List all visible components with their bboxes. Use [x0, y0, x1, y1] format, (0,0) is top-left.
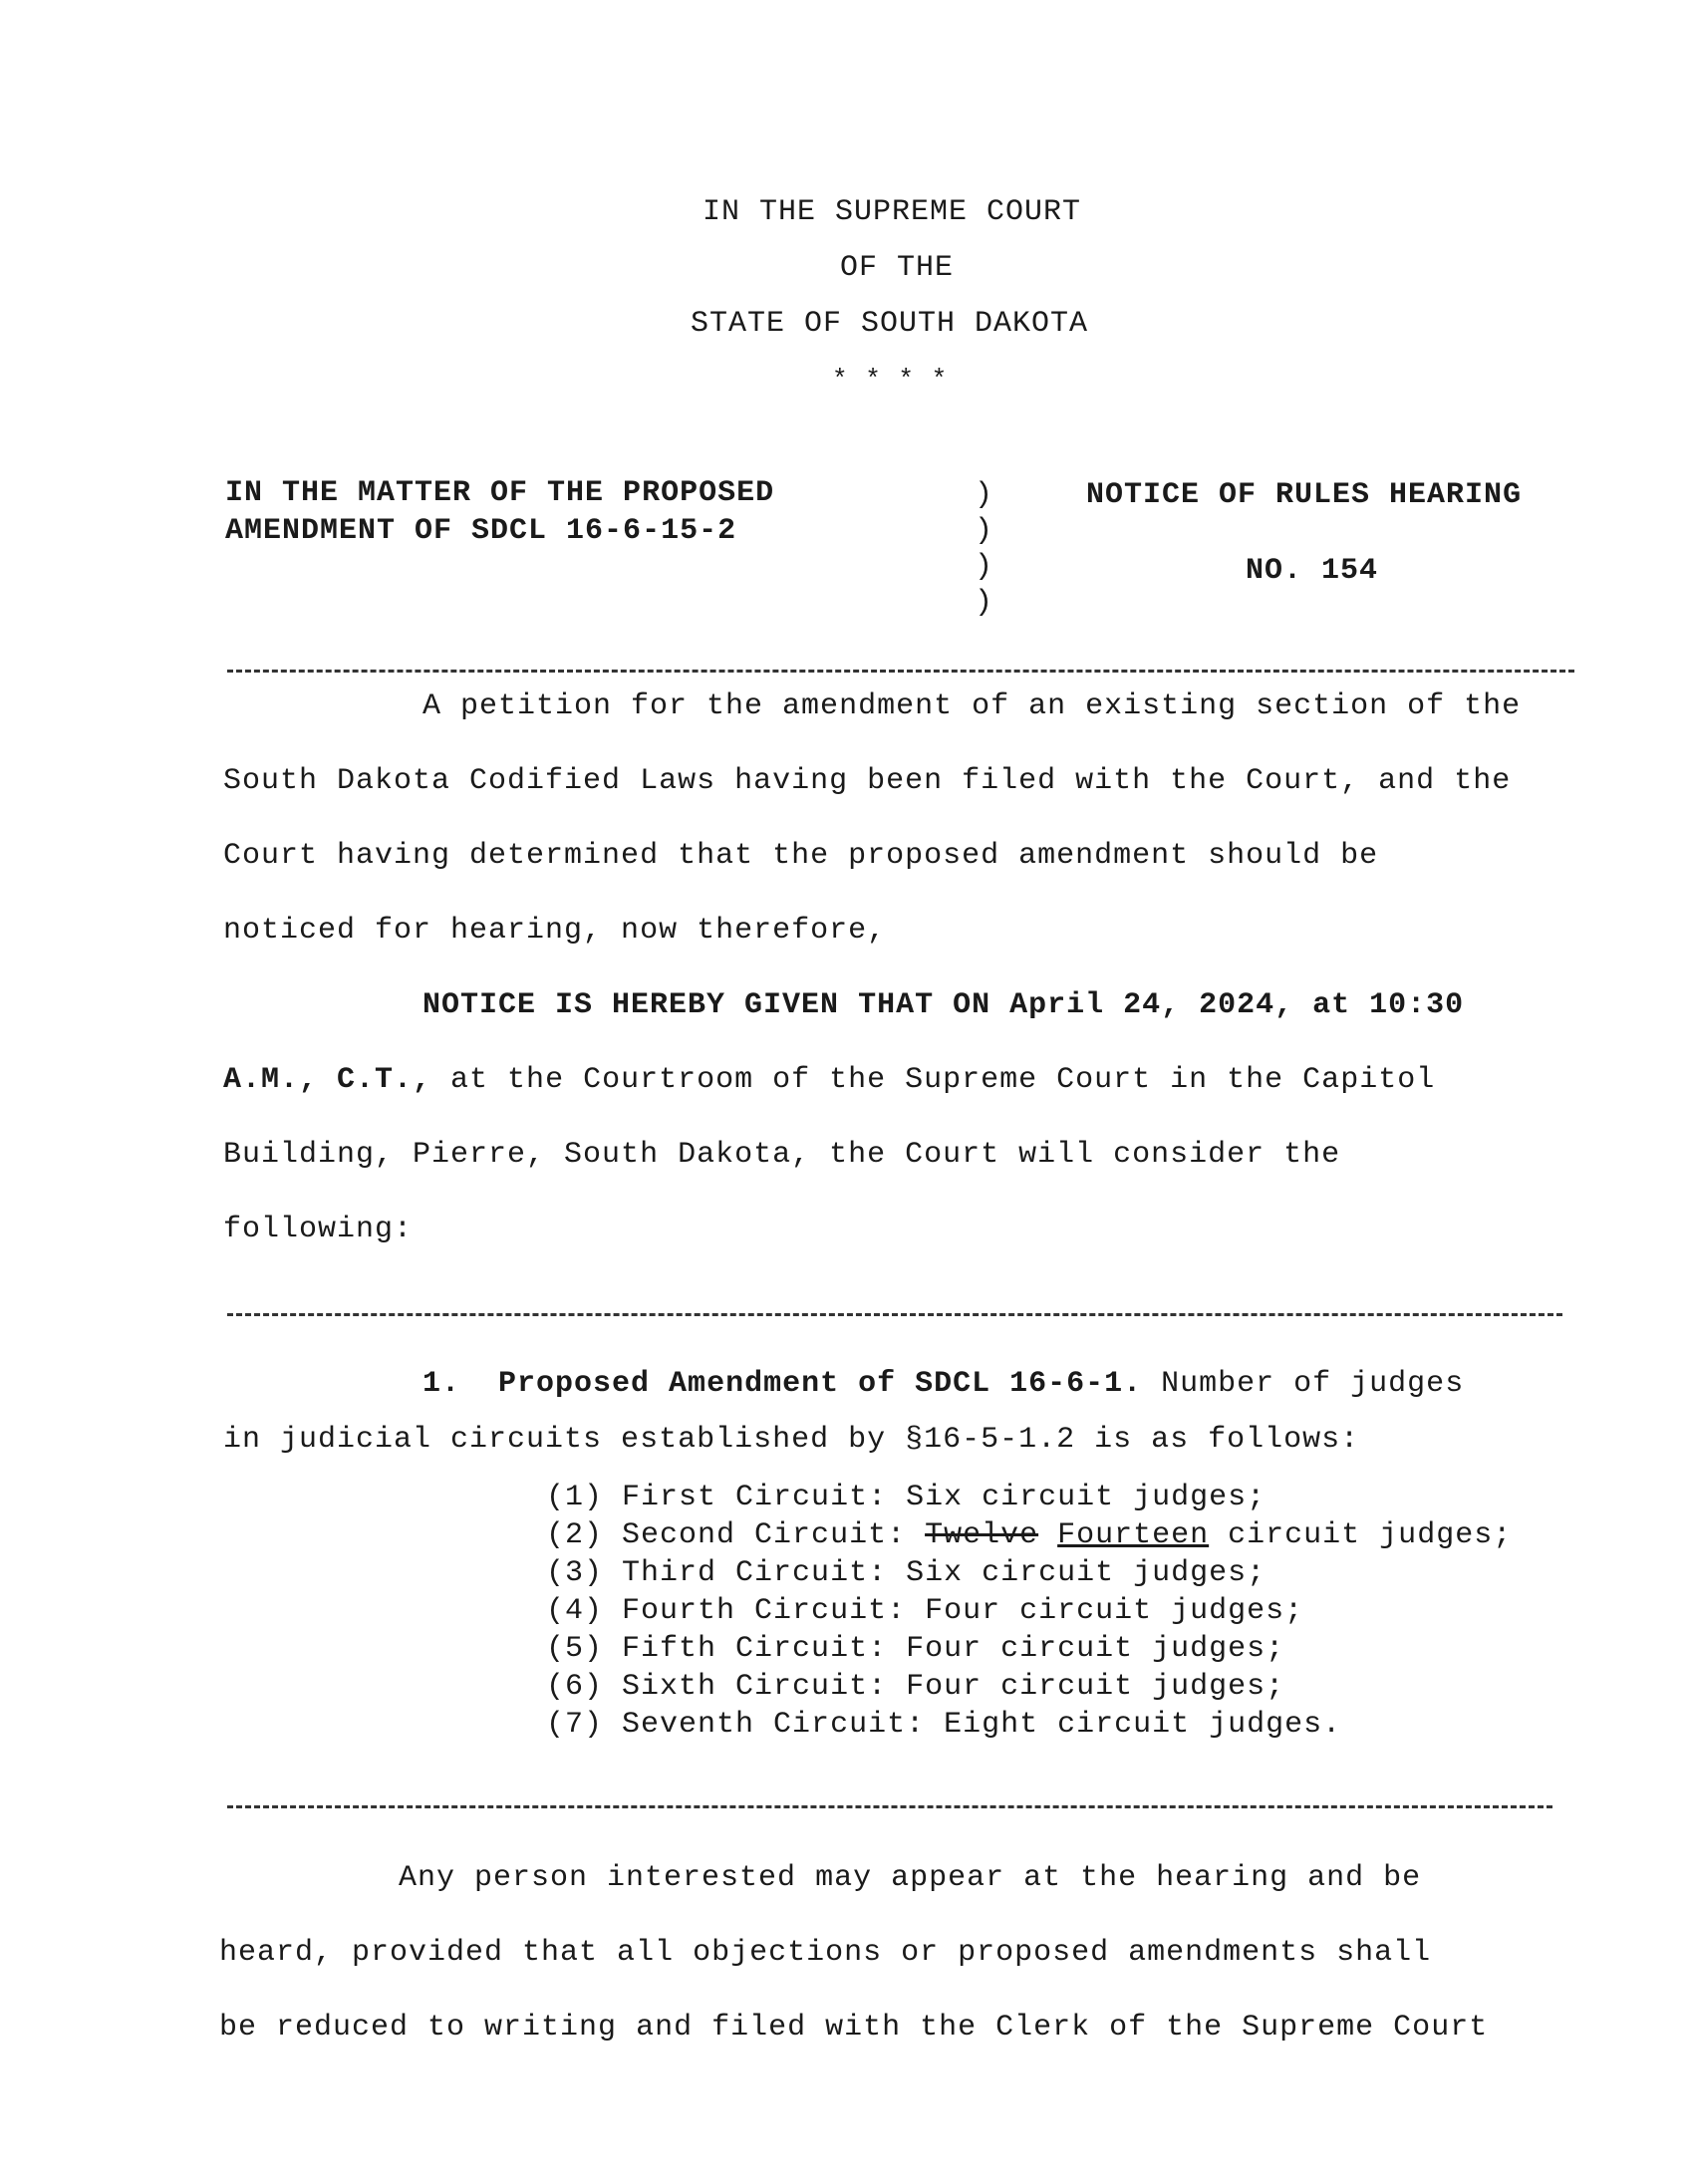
item-text: First Circuit: Six circuit judges;: [622, 1481, 1267, 1514]
item-text: Third Circuit: Six circuit judges;: [622, 1556, 1267, 1590]
notice-line2-rest: at the Courtroom of the Supreme Court in the Capitol: [431, 1063, 1436, 1097]
circuit-item-6: [546, 1670, 1284, 1704]
item-text: Fourth Circuit: Four circuit judges;: [622, 1594, 1304, 1628]
caption-matter-line1: IN THE MATTER OF THE PROPOSED: [225, 476, 775, 510]
item-number: (6): [546, 1670, 604, 1704]
closing-line2: heard, provided that all objections or proposed amendments shall: [219, 1936, 1432, 1970]
court-header-line2: OF THE: [840, 251, 955, 285]
intro-line1: A petition for the amendment of an existing section of the: [422, 689, 1522, 723]
circuit-item-1: [546, 1481, 1266, 1514]
dashed-divider: [227, 1805, 1552, 1808]
inserted-text: Fourteen: [1057, 1518, 1210, 1552]
item-number: (5): [546, 1632, 604, 1666]
notice-title: NOTICE OF RULES HEARING: [1086, 478, 1523, 512]
amendment-title-line: [422, 1367, 1464, 1401]
amendment-title-bold: Proposed Amendment of SDCL 16-6-1.: [498, 1367, 1143, 1401]
notice-number: NO. 154: [1246, 554, 1379, 588]
item-text: Sixth Circuit: Four circuit judges;: [622, 1670, 1285, 1704]
court-header-stars: * * * *: [832, 365, 949, 395]
notice-line1: NOTICE IS HEREBY GIVEN THAT ON April 24, 2024, at 10:30: [422, 988, 1465, 1022]
struck-text: Twelve: [925, 1518, 1039, 1552]
item-number: (3): [546, 1556, 604, 1590]
item-text: Seventh Circuit: Eight circuit judges.: [622, 1708, 1342, 1742]
caption-paren-1: ): [975, 478, 994, 512]
closing-line3: be reduced to writing and filed with the Clerk of the Supreme Court: [219, 2011, 1489, 2045]
item-number: (4): [546, 1594, 604, 1628]
notice-line4: following:: [223, 1213, 414, 1246]
dashed-divider: [227, 1313, 1562, 1316]
amendment-title-rest: Number of judges: [1142, 1367, 1465, 1401]
item-number: (7): [546, 1708, 604, 1742]
caption-matter-line2: AMENDMENT OF SDCL 16-6-15-2: [225, 514, 737, 548]
circuit-item-5: [546, 1632, 1284, 1666]
intro-line3: Court having determined that the proposed amendment should be: [223, 839, 1379, 873]
circuit-item-7: [546, 1708, 1341, 1742]
item-number: (2): [546, 1518, 604, 1552]
notice-line3: Building, Pierre, South Dakota, the Court will consider the: [223, 1138, 1341, 1172]
closing-line1: Any person interested may appear at the hearing and be: [399, 1861, 1422, 1895]
court-header-line3: STATE OF SOUTH DAKOTA: [691, 307, 1089, 341]
circuit-item-3: [546, 1556, 1266, 1590]
intro-line2: South Dakota Codified Laws having been filed with the Court, and the: [223, 764, 1512, 798]
notice-line2: [223, 1063, 1435, 1097]
circuit-item-4: [546, 1594, 1303, 1628]
circuit-item-2: [546, 1518, 1512, 1552]
amendment-line2: in judicial circuits established by §16-5-1.2 is as follows:: [223, 1423, 1360, 1457]
item-text: circuit judges;: [1209, 1518, 1513, 1552]
item-text: Second Circuit:: [622, 1518, 926, 1552]
court-header-line1: IN THE SUPREME COURT: [703, 195, 1082, 229]
caption-paren-2: ): [975, 514, 994, 548]
item-text: Fifth Circuit: Four circuit judges;: [622, 1632, 1285, 1666]
intro-line4: noticed for hearing, now therefore,: [223, 914, 887, 948]
notice-line2-bold: A.M., C.T.,: [223, 1063, 432, 1097]
caption-paren-3: ): [975, 550, 994, 584]
dashed-divider: [227, 670, 1574, 673]
caption-paren-4: ): [975, 586, 994, 620]
amendment-number: 1.: [422, 1367, 461, 1401]
item-number: (1): [546, 1481, 604, 1514]
